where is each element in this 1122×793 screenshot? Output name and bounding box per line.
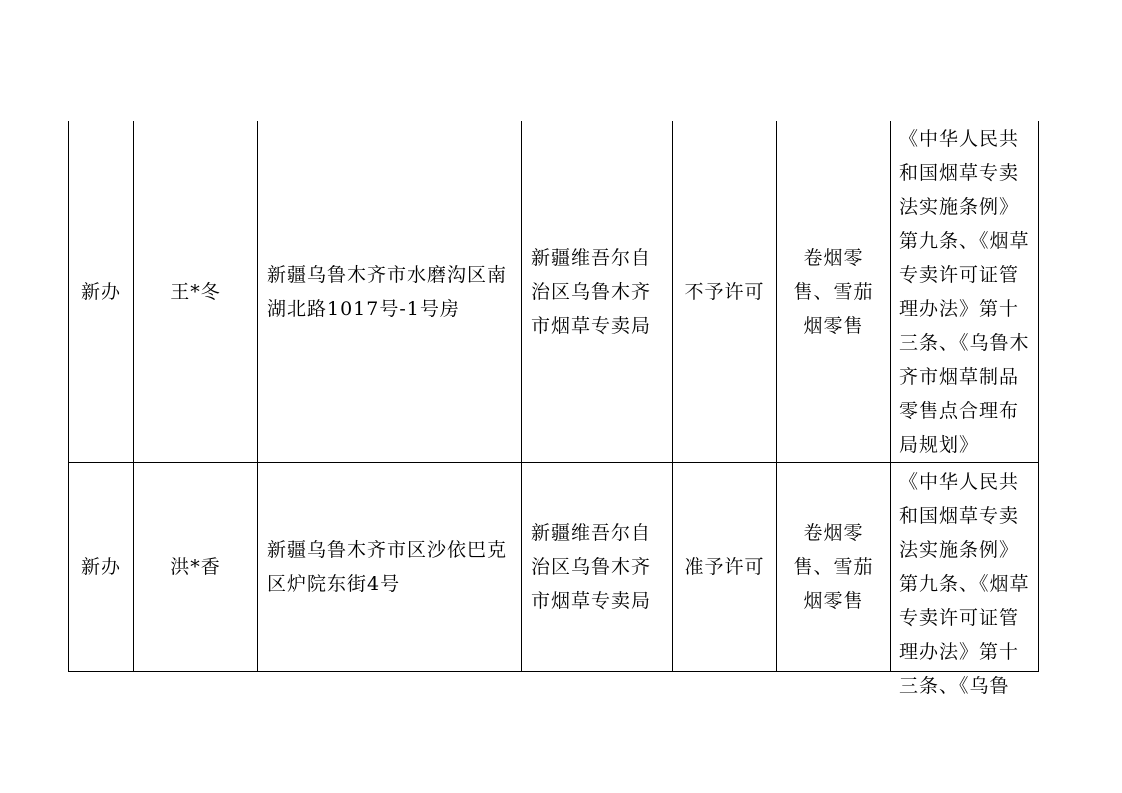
table-row: [69, 463, 1039, 672]
legal-basis: 《中华人民共和国烟草专卖法实施条例》第九条、《烟草专卖许可证管理办法》第十三条、《乌鲁: [899, 470, 1030, 697]
legal-basis-clip: [899, 465, 1034, 697]
business-scope: 卷烟零售、雪茄烟零售: [793, 522, 874, 612]
scope-cell: [777, 121, 891, 463]
legal-basis: 《中华人民共和国烟草专卖法实施条例》第九条、《烟草专卖许可证管理办法》第十三条、《乌鲁木齐市烟草制品零售点合理布局规划》: [899, 128, 1030, 456]
applicant-name: 洪*香: [170, 556, 221, 578]
address: 新疆乌鲁木齐市水磨沟区南湖北路1017号-1号房: [267, 263, 508, 320]
authority-cell: [522, 463, 673, 672]
address-cell: [258, 121, 522, 463]
decision-cell: [673, 121, 777, 463]
authority-cell: [522, 121, 673, 463]
scope-cell: [777, 463, 891, 672]
application-type-cell: [69, 463, 134, 672]
address: 新疆乌鲁木齐市区沙依巴克区炉院东街4号: [267, 539, 508, 595]
address-cell: [258, 463, 522, 672]
application-type: 新办: [80, 280, 121, 303]
legal-basis-cell: [891, 463, 1039, 697]
decision: 准予许可: [684, 556, 765, 578]
applicant-name: 王*冬: [170, 280, 221, 303]
issuing-authority: 新疆维吾尔自治区乌鲁木齐市烟草专卖局: [531, 522, 652, 612]
applicant-name-cell: [134, 121, 258, 463]
table-row: [69, 121, 1039, 463]
application-type: 新办: [80, 556, 121, 578]
decision: 不予许可: [684, 280, 765, 303]
issuing-authority: 新疆维吾尔自治区乌鲁木齐市烟草专卖局: [531, 246, 652, 337]
business-scope: 卷烟零售、雪茄烟零售: [793, 246, 874, 337]
applicant-name-cell: [134, 463, 258, 672]
permit-table: [68, 121, 1039, 697]
legal-basis-cell: [891, 121, 1039, 463]
application-type-cell: [69, 121, 134, 463]
decision-cell: [673, 463, 777, 672]
